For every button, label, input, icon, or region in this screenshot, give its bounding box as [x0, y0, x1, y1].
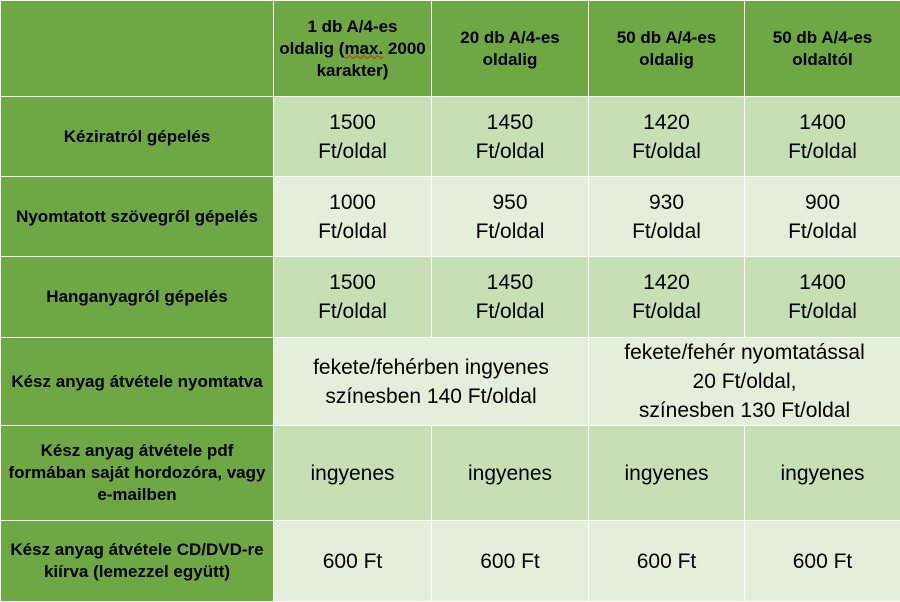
row-label: Kész anyag átvétele nyomtatva — [1, 338, 274, 426]
price-value: 1400 — [799, 111, 846, 134]
table-row — [1, 97, 900, 177]
row-label: Nyomtatott szövegről gépelés — [1, 177, 274, 257]
row-label: Kész anyag átvétele CD/DVD-re kiírva (lemezzel együtt) — [1, 521, 274, 602]
price-line: színesben 130 Ft/oldal — [639, 399, 850, 422]
price-value: 1450 — [487, 111, 534, 134]
price-cell: 600 Ft — [432, 521, 589, 602]
col-header-1-part1: 1 db A/4-es oldalig ( — [279, 17, 397, 58]
price-cell: ingyenes — [274, 426, 432, 521]
price-unit: Ft/oldal — [476, 140, 545, 163]
col-header-3: 50 db A/4-es oldalig — [589, 1, 745, 97]
price-cell — [274, 177, 432, 257]
price-value: 1000 — [329, 191, 376, 214]
price-cell — [432, 257, 589, 338]
price-cell — [274, 257, 432, 338]
table-row — [1, 257, 900, 338]
price-value: 1500 — [329, 271, 376, 294]
merged-price-cell — [274, 338, 589, 426]
price-value: 930 — [649, 191, 684, 214]
row-label: Kész anyag átvétele pdf formában saját hordozóra, vagy e-mailben — [1, 426, 274, 521]
price-unit: Ft/oldal — [788, 300, 857, 323]
price-unit: Ft/oldal — [632, 300, 701, 323]
price-cell — [274, 97, 432, 177]
table-row — [1, 338, 900, 426]
price-unit: Ft/oldal — [632, 140, 701, 163]
price-unit: Ft/oldal — [318, 140, 387, 163]
price-value: 1420 — [643, 111, 690, 134]
header-row — [1, 1, 900, 97]
price-cell: ingyenes — [589, 426, 745, 521]
col-header-1-max: max. — [344, 39, 383, 58]
corner-cell — [1, 1, 274, 97]
price-unit: Ft/oldal — [788, 140, 857, 163]
price-cell — [589, 177, 745, 257]
price-value: 950 — [492, 191, 527, 214]
price-value: 1500 — [329, 111, 376, 134]
price-cell: 600 Ft — [745, 521, 900, 602]
col-header-1-part2: 2000 karakter) — [317, 39, 426, 80]
merged-price-cell — [589, 338, 900, 426]
price-line: 20 Ft/oldal, — [693, 370, 797, 393]
price-unit: Ft/oldal — [318, 220, 387, 243]
price-cell — [432, 177, 589, 257]
price-line: színesben 140 Ft/oldal — [325, 385, 536, 408]
price-value: 900 — [805, 191, 840, 214]
row-label: Kéziratról gépelés — [1, 97, 274, 177]
col-header-4: 50 db A/4-es oldaltól — [745, 1, 900, 97]
price-cell: ingyenes — [745, 426, 900, 521]
price-cell: 600 Ft — [589, 521, 745, 602]
price-unit: Ft/oldal — [318, 300, 387, 323]
price-cell: ingyenes — [432, 426, 589, 521]
price-value: 1420 — [643, 271, 690, 294]
price-cell — [589, 97, 745, 177]
price-value: 1400 — [799, 271, 846, 294]
price-cell — [589, 257, 745, 338]
price-unit: Ft/oldal — [788, 220, 857, 243]
price-cell — [745, 177, 900, 257]
price-unit: Ft/oldal — [476, 220, 545, 243]
price-value: 1450 — [487, 271, 534, 294]
price-unit: Ft/oldal — [632, 220, 701, 243]
table-row — [1, 426, 900, 521]
price-line: fekete/fehér nyomtatással — [624, 341, 864, 364]
price-cell — [432, 97, 589, 177]
table-row — [1, 177, 900, 257]
col-header-2: 20 db A/4-es oldalig — [432, 1, 589, 97]
price-cell — [745, 97, 900, 177]
table-row — [1, 521, 900, 602]
price-line: fekete/fehérben ingyenes — [313, 356, 549, 379]
price-cell — [745, 257, 900, 338]
price-cell: 600 Ft — [274, 521, 432, 602]
price-unit: Ft/oldal — [476, 300, 545, 323]
col-header-1 — [274, 1, 432, 97]
row-label: Hanganyagról gépelés — [1, 257, 274, 338]
